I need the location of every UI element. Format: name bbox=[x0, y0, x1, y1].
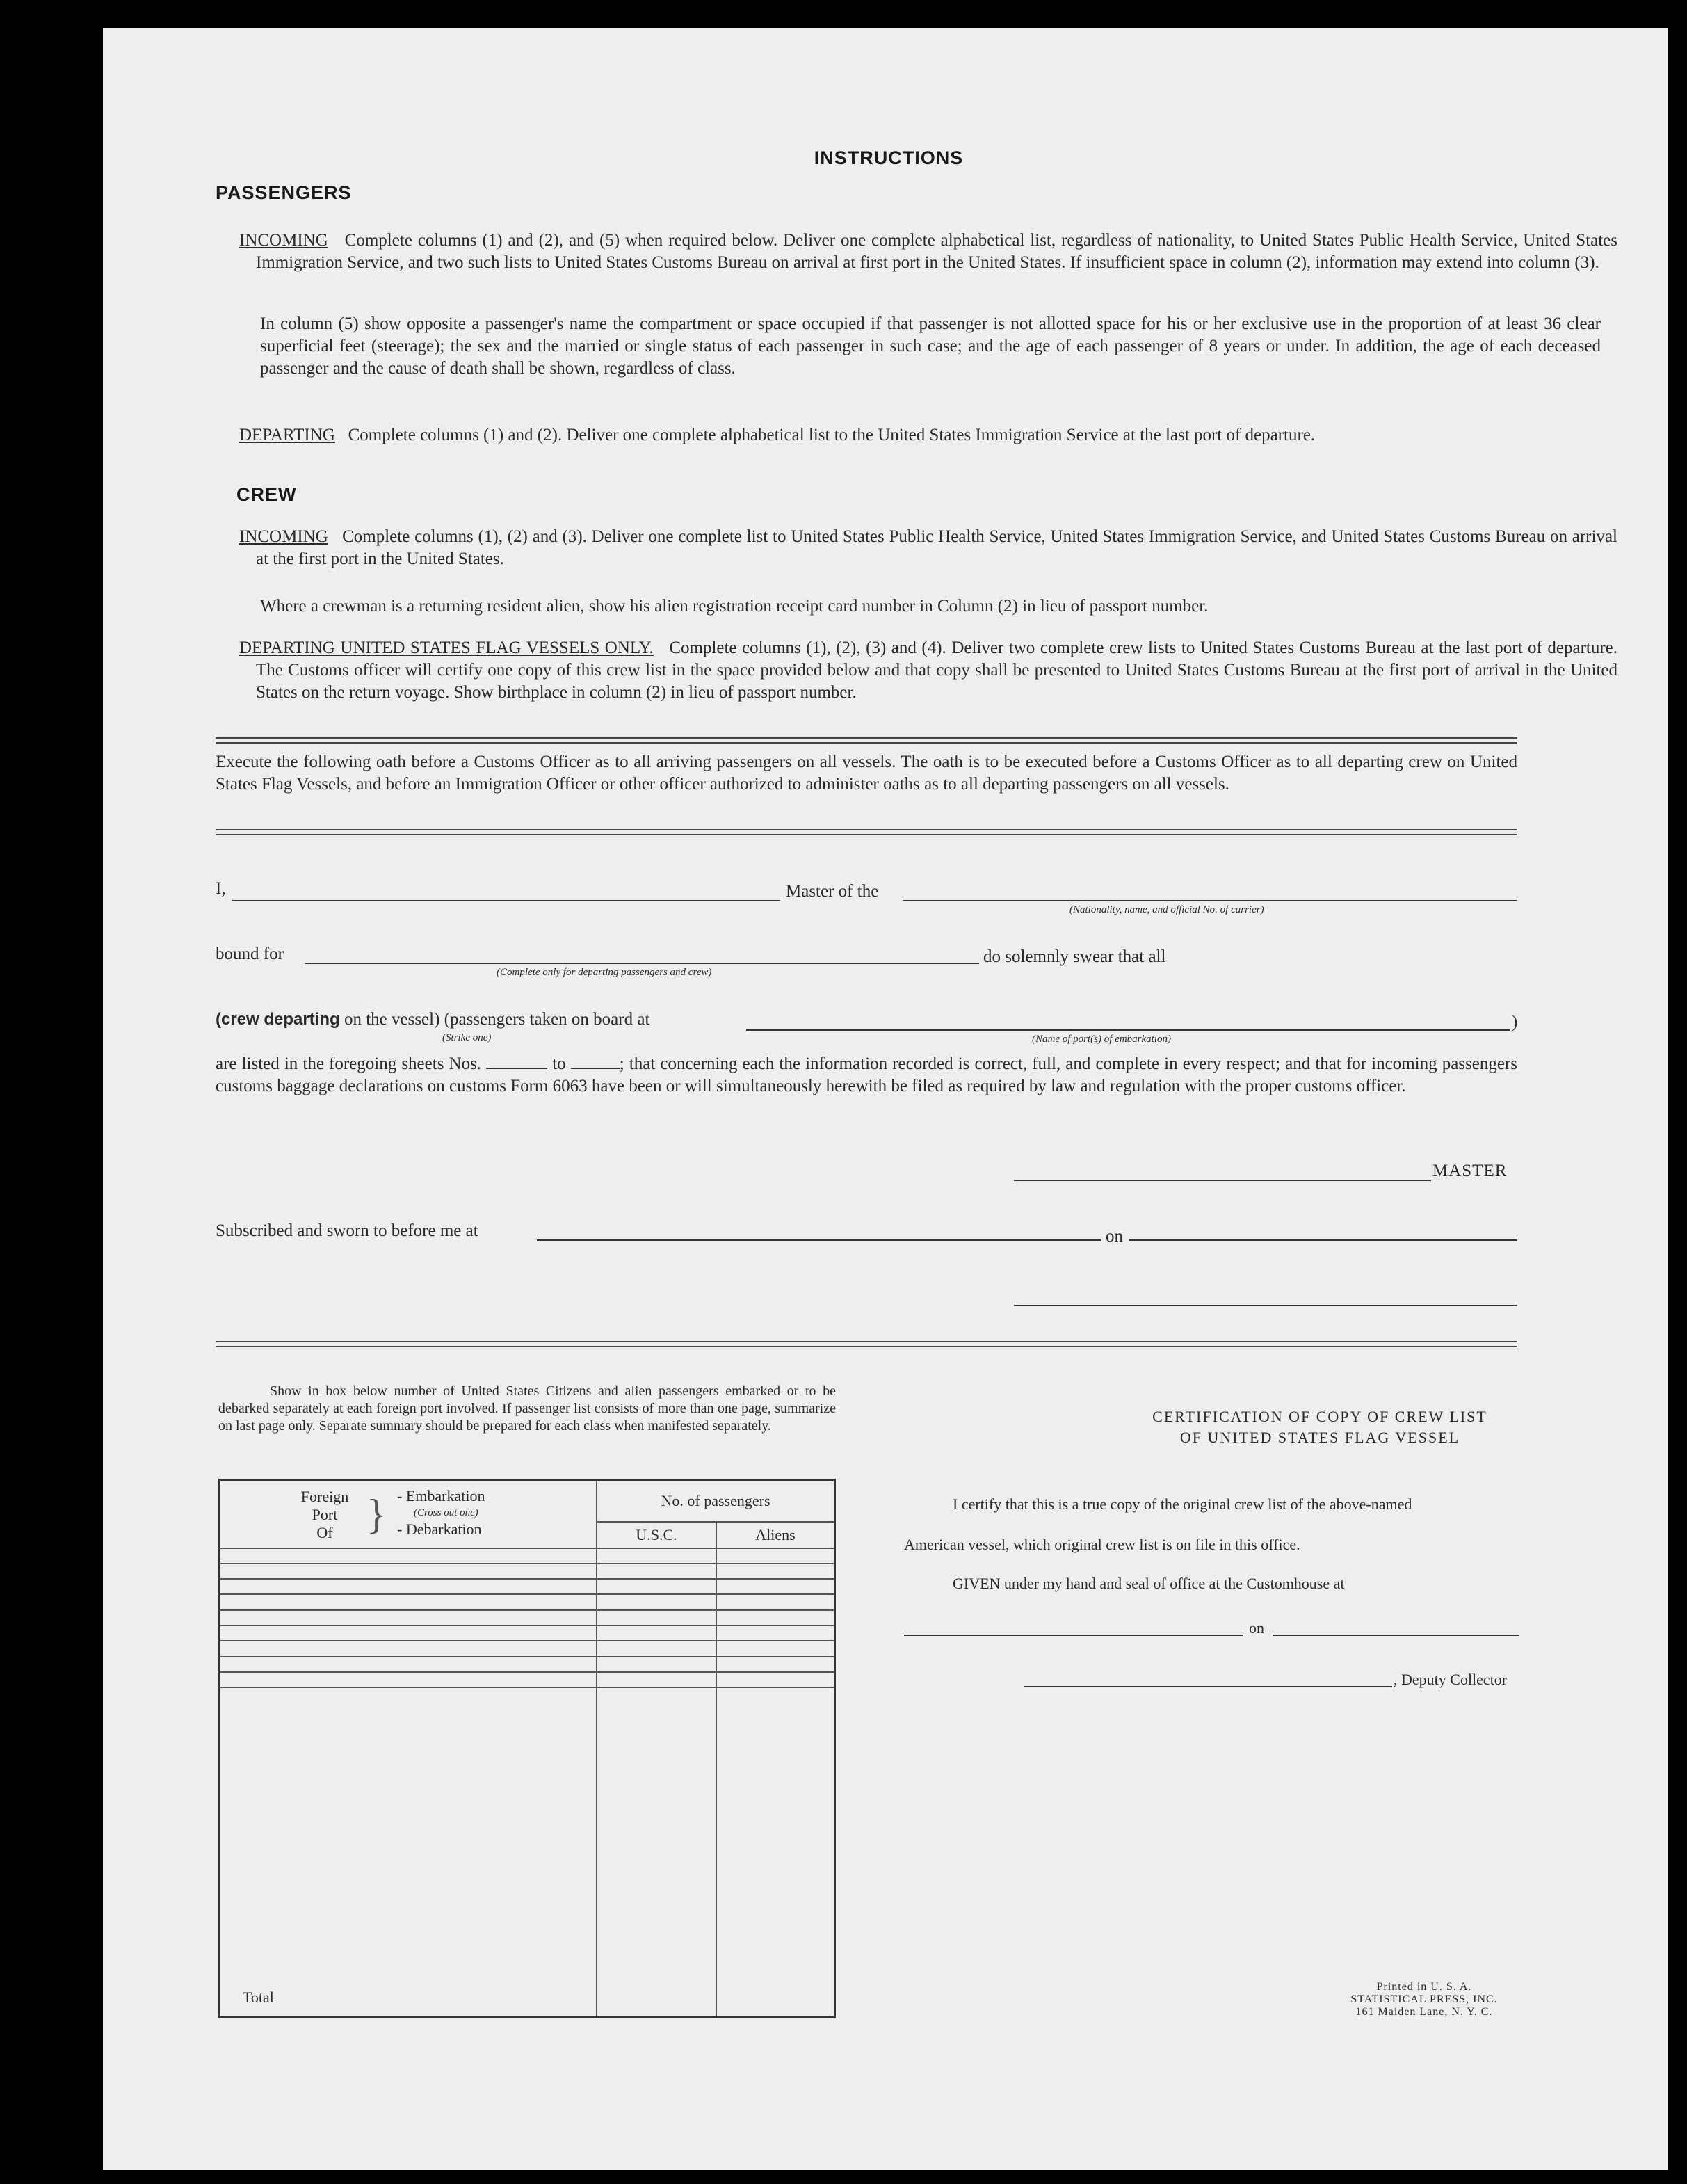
passengers-count-header: No. of passengers bbox=[597, 1480, 835, 1522]
customhouse-field[interactable] bbox=[904, 1635, 1243, 1636]
usc-header: U.S.C. bbox=[597, 1522, 716, 1548]
usc-cell[interactable] bbox=[597, 1641, 716, 1656]
brace-icon: } bbox=[366, 1491, 387, 1537]
sheet-from-field[interactable] bbox=[486, 1068, 547, 1069]
port-cell[interactable] bbox=[220, 1548, 597, 1564]
listed-to: to bbox=[552, 1054, 566, 1073]
passengers-incoming-label: INCOMING bbox=[239, 231, 328, 250]
embarkation-ports-field[interactable] bbox=[746, 1029, 1510, 1031]
bound-caption: (Complete only for departing passengers and crew) bbox=[497, 967, 712, 978]
certify-line-3: GIVEN under my hand and seal of office at the Customhouse at bbox=[953, 1575, 1345, 1592]
master-name-field[interactable] bbox=[232, 900, 780, 901]
summary-note: Show in box below number of United States Citizens and alien passengers embarked or to be debarked separately at each foreign port involved. If passenger list consists of more than one page, summarize on last page only. Separate summary should be prepared for each class when manifested separately. bbox=[218, 1383, 836, 1434]
sworn-on-label: on bbox=[1106, 1227, 1123, 1246]
aliens-cell[interactable] bbox=[716, 1579, 835, 1594]
passengers-taken-option: (passengers taken on board at bbox=[444, 1010, 650, 1029]
sworn-location-field[interactable] bbox=[537, 1239, 1101, 1241]
aliens-cell[interactable] bbox=[716, 1641, 835, 1656]
deputy-signature-field[interactable] bbox=[1024, 1686, 1392, 1687]
divider bbox=[216, 737, 1517, 744]
divider bbox=[216, 1341, 1517, 1347]
printer-imprint bbox=[1299, 1981, 1549, 2018]
aliens-cell[interactable] bbox=[716, 1610, 835, 1625]
divider bbox=[216, 829, 1517, 835]
crew-departing-instruction bbox=[239, 637, 1617, 704]
passenger-summary-table bbox=[218, 1479, 836, 2018]
usc-cell[interactable] bbox=[597, 1579, 716, 1594]
port-cell[interactable] bbox=[220, 1564, 597, 1579]
crew-incoming-text: Complete columns (1), (2) and (3). Deliver one complete list to United States Public Health Service, United States Immigration Service, and United States Customs Bureau on arrival at the first port in the United States. bbox=[256, 527, 1617, 568]
aliens-header: Aliens bbox=[716, 1522, 835, 1548]
passengers-incoming-text: Complete columns (1) and (2), and (5) when required below. Deliver one complete alphabetical list, regardless of nationality, to United States Public Health Service, United States Immigration Service, and two such lists to United States Customs Bureau on arrival at first port in the United States. If insufficient space in column (2), information may extend into column (3). bbox=[256, 231, 1618, 272]
table-row bbox=[220, 1564, 835, 1579]
crew-departing-option: (crew departing bbox=[216, 1010, 340, 1029]
certification-title-2: OF UNITED STATES FLAG VESSEL bbox=[1179, 1429, 1460, 1446]
carrier-caption: (Nationality, name, and official No. of carrier) bbox=[1069, 904, 1264, 915]
subscribed-label: Subscribed and sworn to before me at bbox=[216, 1221, 478, 1240]
aliens-cell[interactable] bbox=[716, 1672, 835, 1687]
usc-total-cell[interactable] bbox=[597, 1687, 716, 2017]
officer-signature-field[interactable] bbox=[1014, 1305, 1517, 1306]
passengers-departing-text: Complete columns (1) and (2). Deliver one complete alphabetical list to the United States Immigration Service at the last port of departure. bbox=[348, 426, 1316, 444]
port-label: Port bbox=[312, 1506, 338, 1523]
port-cell[interactable] bbox=[220, 1641, 597, 1656]
printer-line-2: STATISTICAL PRESS, INC. bbox=[1350, 1993, 1498, 2005]
certification-on-label: on bbox=[1249, 1619, 1264, 1637]
instructions-title: INSTRUCTIONS bbox=[814, 147, 964, 168]
aliens-cell[interactable] bbox=[716, 1594, 835, 1609]
sworn-date-field[interactable] bbox=[1129, 1239, 1517, 1241]
table-row bbox=[220, 1641, 835, 1656]
port-cell[interactable] bbox=[220, 1657, 597, 1672]
certification-title-1: CERTIFICATION OF COPY OF CREW LIST bbox=[1152, 1408, 1487, 1425]
usc-cell[interactable] bbox=[597, 1625, 716, 1641]
table-row bbox=[220, 1579, 835, 1594]
listed-text-a: are listed in the foregoing sheets Nos. bbox=[216, 1054, 482, 1073]
table-row bbox=[220, 1657, 835, 1672]
crew-incoming-instruction bbox=[239, 526, 1617, 570]
usc-cell[interactable] bbox=[597, 1672, 716, 1687]
passengers-departing-label: DEPARTING bbox=[239, 426, 335, 444]
deputy-collector-label: , Deputy Collector bbox=[1394, 1671, 1508, 1688]
certification-date-field[interactable] bbox=[1273, 1635, 1519, 1636]
debarkation-option[interactable]: - Debarkation bbox=[397, 1520, 482, 1538]
cross-out-caption: (Cross out one) bbox=[414, 1507, 478, 1518]
crewman-instruction: Where a crewman is a returning resident alien, show his alien registration receipt card number in Column (2) in lieu of passport number. bbox=[260, 597, 1209, 616]
usc-cell[interactable] bbox=[597, 1594, 716, 1609]
strike-one-line bbox=[216, 1010, 649, 1029]
master-signature-field[interactable] bbox=[1014, 1180, 1431, 1181]
passengers-departing-instruction bbox=[239, 424, 1617, 447]
port-cell[interactable] bbox=[220, 1625, 597, 1641]
table-row bbox=[220, 1610, 835, 1625]
oath-statement bbox=[216, 1053, 1517, 1098]
port-cell[interactable] bbox=[220, 1610, 597, 1625]
total-label: Total bbox=[220, 1687, 597, 2017]
passengers-incoming-instruction bbox=[239, 230, 1617, 274]
certify-line-1: I certify that this is a true copy of the original crew list of the above-named bbox=[953, 1495, 1412, 1513]
foreign-label: Foreign bbox=[300, 1488, 349, 1505]
table-row bbox=[220, 1625, 835, 1641]
crew-incoming-label: INCOMING bbox=[239, 527, 328, 546]
printer-line-1: Printed in U. S. A. bbox=[1376, 1981, 1472, 1993]
oath-i-label: I, bbox=[216, 879, 226, 898]
bound-for-field[interactable] bbox=[305, 963, 979, 964]
aliens-cell[interactable] bbox=[716, 1564, 835, 1579]
usc-cell[interactable] bbox=[597, 1548, 716, 1564]
table-row bbox=[220, 1594, 835, 1609]
passengers-heading: PASSENGERS bbox=[216, 182, 352, 203]
usc-cell[interactable] bbox=[597, 1564, 716, 1579]
on-vessel-text: on the vessel) bbox=[344, 1010, 440, 1029]
carrier-field[interactable] bbox=[903, 900, 1517, 901]
aliens-cell[interactable] bbox=[716, 1548, 835, 1564]
crew-departing-label: DEPARTING UNITED STATES FLAG VESSELS ONLY. bbox=[239, 639, 654, 657]
aliens-total-cell[interactable] bbox=[716, 1687, 835, 2017]
crew-heading: CREW bbox=[236, 484, 297, 505]
oath-intro: Execute the following oath before a Customs Officer as to all arriving passengers on all vessels. The oath is to be executed before a Customs Officer as to all departing crew on United States Flag Vessels, and before an Immigration Officer or other officer authorized to administer oaths as to all departing passengers on all vessels. bbox=[216, 753, 1517, 794]
ports-caption: (Name of port(s) of embarkation) bbox=[1032, 1034, 1171, 1045]
port-cell[interactable] bbox=[220, 1579, 597, 1594]
close-paren: ) bbox=[1512, 1013, 1518, 1031]
usc-cell[interactable] bbox=[597, 1610, 716, 1625]
aliens-cell[interactable] bbox=[716, 1625, 835, 1641]
listed-text-b: ; that concerning each the information recorded is correct, full, and complete in every respect; and that for incoming passengers customs baggage declarations on customs Form 6063 have been or will simultaneously herewith be filed as required by law and regulation with the proper customs officer. bbox=[216, 1054, 1517, 1095]
port-cell[interactable] bbox=[220, 1594, 597, 1609]
usc-cell[interactable] bbox=[597, 1657, 716, 1672]
column5-instruction: In column (5) show opposite a passenger's name the compartment or space occupied if that passenger is not allotted space for his or her exclusive use in the proportion of at least 36 clear superficial feet (steerage); the sex and the married or single status of each passenger in such case; and the age of each passenger of 8 years or under. In addition, the age of each deceased passenger and the cause of death shall be shown, regardless of class. bbox=[260, 314, 1601, 378]
aliens-cell[interactable] bbox=[716, 1657, 835, 1672]
certify-line-2: American vessel, which original crew list is on file in this office. bbox=[904, 1536, 1300, 1553]
port-header-cell bbox=[220, 1480, 597, 1548]
sheet-to-field[interactable] bbox=[571, 1068, 620, 1069]
port-cell[interactable] bbox=[220, 1672, 597, 1687]
certification-title bbox=[1007, 1406, 1633, 1448]
bound-for-label: bound for bbox=[216, 945, 284, 963]
embarkation-option[interactable]: - Embarkation bbox=[397, 1487, 485, 1504]
swear-text: do solemnly swear that all bbox=[983, 947, 1166, 966]
table-row bbox=[220, 1672, 835, 1687]
master-of-the-label: Master of the bbox=[786, 882, 879, 901]
total-row bbox=[220, 1687, 835, 2017]
strike-one-caption: (Strike one) bbox=[442, 1032, 492, 1043]
printer-line-3: 161 Maiden Lane, N. Y. C. bbox=[1355, 2006, 1493, 2018]
of-label: Of bbox=[316, 1524, 333, 1541]
master-label: MASTER bbox=[1432, 1162, 1508, 1180]
table-row bbox=[220, 1548, 835, 1564]
form-page bbox=[103, 28, 1668, 2170]
crew-departing-text: Complete columns (1), (2), (3) and (4). Deliver two complete crew lists to United States Customs Bureau at the last port of departure. The Customs officer will certify one copy of this crew list in the space provided below and that copy shall be presented to United States Customs Bureau at the first port of arrival in the United States on the return voyage. Show birthplace in column (2) in lieu of passport number. bbox=[256, 639, 1618, 702]
